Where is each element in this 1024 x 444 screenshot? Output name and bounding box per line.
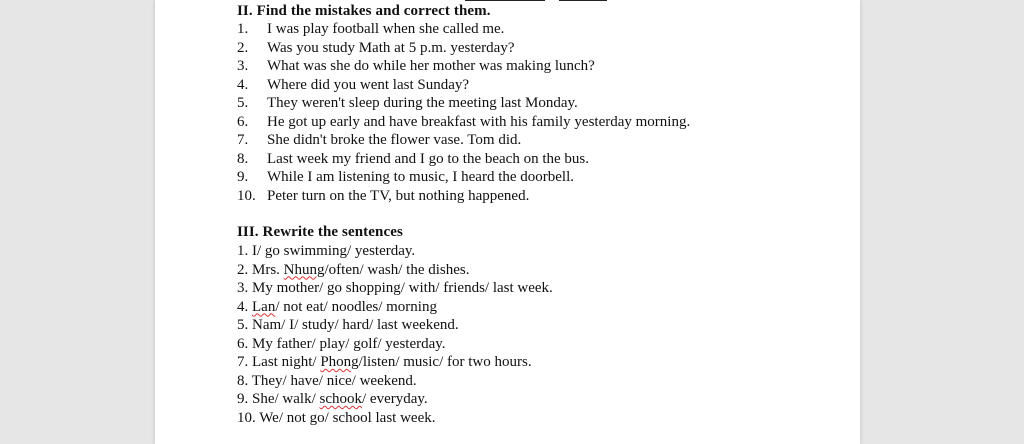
section-iii-heading: III. Rewrite the sentences (237, 224, 403, 240)
item-text: What was she do while her mother was making lunch? (267, 58, 595, 74)
item-text: Last week my friend and I go to the beach on the bus. (267, 150, 589, 167)
item-number: 2. (237, 39, 249, 56)
list-item (237, 113, 690, 132)
list-item (237, 94, 578, 113)
item-number: 1. (237, 21, 249, 37)
list-item (237, 279, 553, 298)
item-number: 7. (237, 132, 249, 148)
item-number: 4. (237, 76, 249, 93)
item-text: 2. Mrs. (237, 261, 284, 278)
spellcheck-word: Nhung (283, 261, 325, 278)
list-item (237, 390, 428, 409)
list-item (237, 20, 504, 39)
list-item (237, 39, 515, 58)
blank-line (559, 0, 607, 3)
item-text: 7. Last night/ (237, 354, 321, 370)
item-text: /listen/ music/ for two hours. (358, 354, 532, 370)
item-text: 9. She/ walk/ (237, 391, 320, 407)
list-item (237, 131, 521, 150)
list-item (237, 316, 459, 335)
list-item (237, 150, 589, 169)
list-item (237, 76, 469, 95)
item-text: I was play football when she called me. (267, 21, 505, 37)
list-item (237, 409, 436, 428)
item-text: / everyday. (362, 391, 428, 407)
item-text: Where did you went last Sunday? (267, 76, 470, 93)
spellcheck-word: Phong (320, 354, 359, 370)
list-item (237, 353, 532, 372)
list-item (237, 261, 470, 280)
item-number: 8. (237, 150, 249, 167)
document-page (155, 0, 860, 444)
item-text: Peter turn on the TV, but nothing happened. (267, 187, 530, 204)
item-text: They weren't sleep during the meeting last Monday. (267, 95, 578, 111)
item-text: 1. I/ go swimming/ yesterday. (237, 243, 416, 259)
item-text: While I am listening to music, I heard the doorbell. (267, 169, 575, 185)
item-number: 9. (237, 169, 249, 185)
item-text: 5. Nam/ I/ study/ hard/ last weekend. (237, 317, 459, 333)
item-number: 6. (237, 113, 249, 130)
item-text: 4. (237, 298, 252, 315)
spellcheck-word: schook (319, 391, 362, 407)
list-item (237, 187, 529, 206)
list-item (237, 168, 574, 187)
item-text: 10. We/ not go/ school last week. (237, 409, 436, 426)
list-item (237, 57, 595, 76)
item-text: Was you study Math at 5 p.m. yesterday? (267, 39, 515, 56)
item-text: She didn't broke the flower vase. Tom did. (267, 132, 522, 148)
item-number: 5. (237, 95, 249, 111)
spellcheck-word: Lan (252, 298, 276, 315)
item-number: 3. (237, 58, 249, 74)
item-text: 8. They/ have/ nice/ weekend. (237, 372, 417, 389)
section-ii-heading: II. Find the mistakes and correct them. (237, 3, 491, 19)
item-text: /often/ wash/ the dishes. (324, 261, 470, 278)
list-item (237, 242, 415, 261)
item-text: / not eat/ noodles/ morning (275, 298, 437, 315)
list-item (237, 335, 446, 354)
item-text: 6. My father/ play/ golf/ yesterday. (237, 335, 446, 352)
item-text: 3. My mother/ go shopping/ with/ friends/ last week. (237, 280, 553, 296)
list-item (237, 298, 437, 317)
item-text: He got up early and have breakfast with his family yesterday morning. (267, 113, 691, 130)
list-item (237, 372, 417, 391)
item-number: 10. (237, 187, 256, 204)
